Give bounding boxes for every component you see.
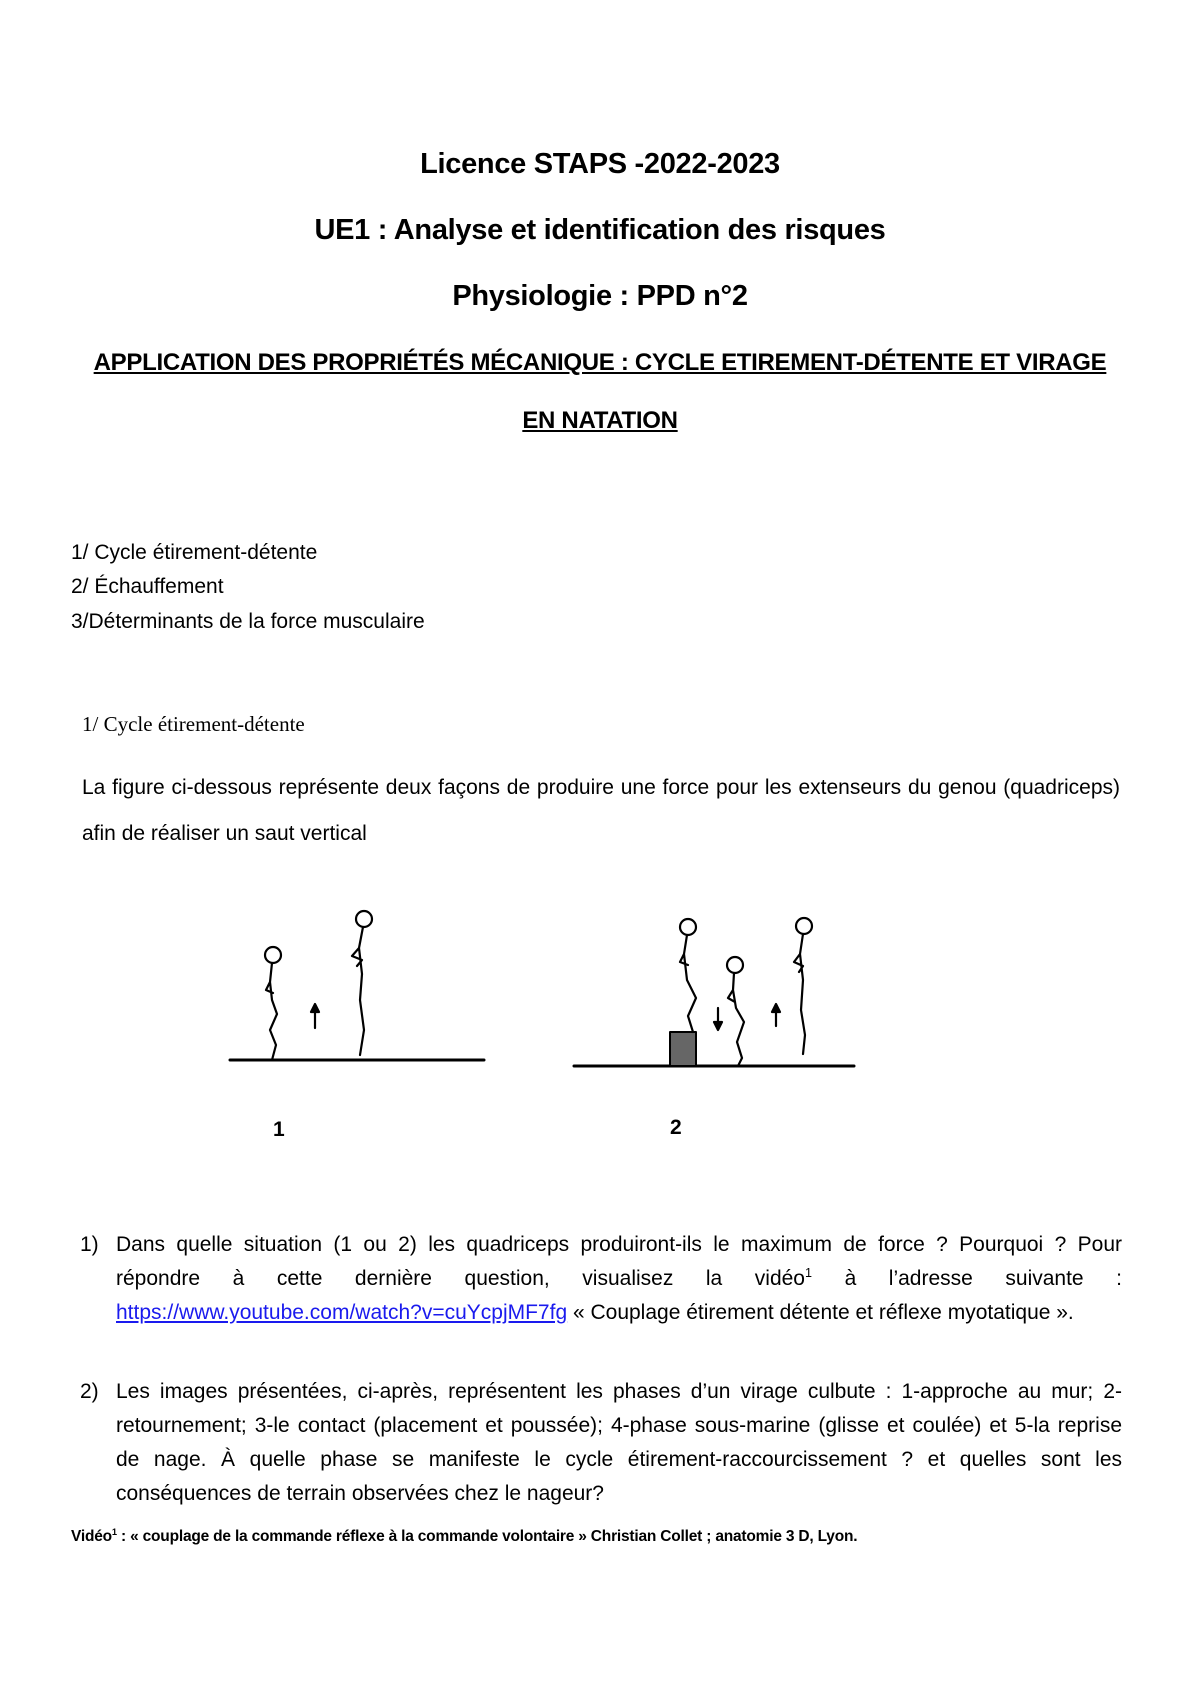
figure-label-2: 2 — [670, 1116, 682, 1139]
question-text-mid: à l’adresse suivante : — [812, 1267, 1122, 1290]
stick-figure-jump — [352, 911, 372, 1055]
header-course: Licence STAPS -2022-2023 — [420, 148, 780, 180]
question-text-after: « Couplage étirement détente et réflexe myotatique ». — [567, 1301, 1074, 1324]
stick-figure-landing — [727, 957, 744, 1066]
footnote-text: : « couplage de la commande réflexe à la commande volontaire » Christian Collet ; anatomie 3 D, Lyon. — [116, 1528, 858, 1545]
toc-item-1: 1/ Cycle étirement-détente — [71, 541, 318, 564]
up-arrow-icon — [311, 1004, 319, 1028]
video-link[interactable]: https://www.youtube.com/watch?v=cuYcpjMF7fg — [116, 1301, 568, 1324]
toc-item-3: 3/Déterminants de la force musculaire — [71, 610, 425, 633]
section-heading: 1/ Cycle étirement-détente — [82, 712, 305, 736]
footnote — [71, 1528, 857, 1546]
jump-illustration — [0, 890, 1200, 1160]
header-unit: UE1 : Analyse et identification des risques — [314, 214, 886, 246]
footnote-ref: 1 — [805, 1266, 813, 1280]
subject-title: APPLICATION DES PROPRIÉTÉS MÉCANIQUE : CYCLE ETIREMENT-DÉTENTE ET VIRAGE EN NATATION — [93, 349, 1107, 434]
stick-figure-rebound — [794, 918, 812, 1054]
down-arrow-icon — [714, 1008, 722, 1030]
question-text: Dans quelle situation (1 ou 2) les quadriceps produiront-ils le maximum de force ? Pourquoi ? Pour répondre à cette dernière question, visualisez la vidéo — [116, 1233, 1122, 1290]
figure-label-1: 1 — [273, 1118, 285, 1141]
footnote-prefix: Vidéo — [71, 1528, 112, 1545]
header-module: Physiologie : PPD n°2 — [452, 280, 748, 312]
footnote-sup: 1 — [111, 1526, 117, 1537]
question-text: Les images présentées, ci-après, représentent les phases d’un virage culbute : 1-approche au mur; 2-retournement; 3-le contact (placement et poussée); 4-phase sous-marine (glisse et coulée) et 5-la reprise de nage. À quelle phase se manifeste le cycle étirement-raccourcissement ? et quelles sont les conséquences de terrain observées chez le nageur? — [116, 1380, 1122, 1505]
question-1 — [80, 1228, 1122, 1330]
toc-item-2: 2/ Échauffement — [71, 575, 224, 598]
list-item — [80, 1228, 1122, 1330]
jump-figure — [0, 890, 1200, 1160]
question-2 — [80, 1375, 1122, 1511]
list-item — [80, 1375, 1122, 1511]
section-intro: La figure ci-dessous représente deux façons de produire une force pour les extenseurs du genou (quadriceps) afin de réaliser un saut vertical — [82, 776, 1120, 845]
drop-box — [670, 1032, 696, 1066]
question-number: 2) — [80, 1380, 99, 1403]
up-arrow-icon — [772, 1004, 780, 1026]
stick-figure-crouch — [265, 947, 281, 1060]
stick-figure-on-box — [680, 919, 696, 1032]
question-number: 1) — [80, 1233, 99, 1256]
